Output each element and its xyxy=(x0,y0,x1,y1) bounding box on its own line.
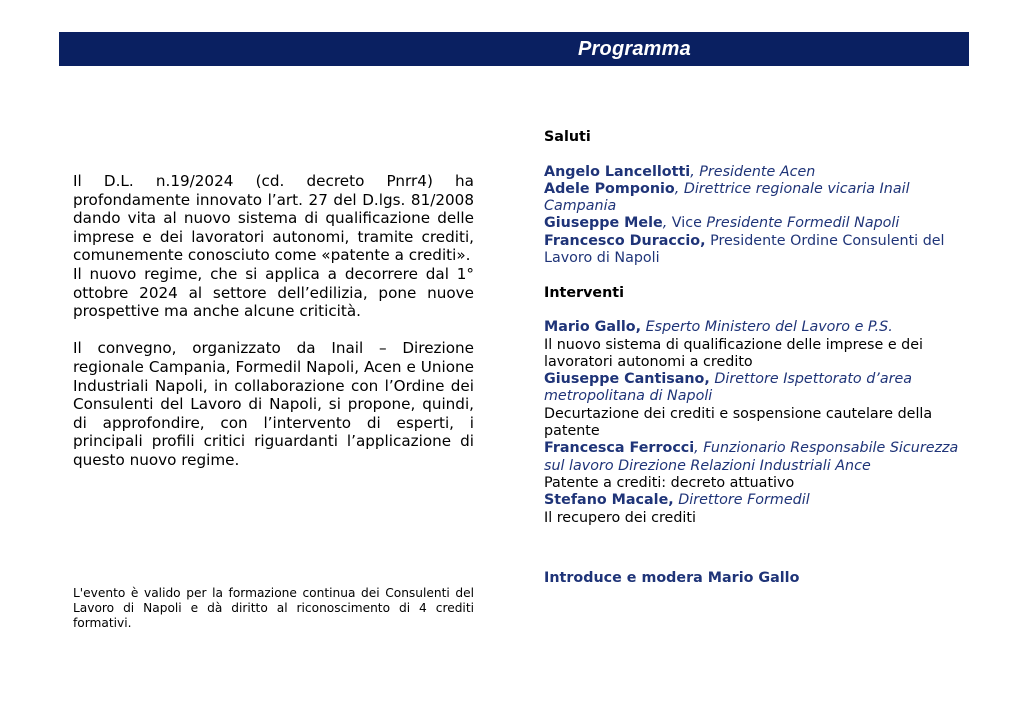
intro-paragraph-1: Il D.L. n.19/2024 (cd. decreto Pnrr4) ha profondamente innovato l’art. 27 del D.lgs. 81/2008 dando vita al nuovo sistema di qualificazione delle imprese e dei lavoratori autonomi, tramite crediti, comunemente conosciuto come «patente a crediti». xyxy=(73,172,474,265)
intro-paragraph-2: Il nuovo regime, che si applica a decorrere dal 1° ottobre 2024 al settore dell’edilizia, pone nuove prospettive ma anche alcune criticità. xyxy=(73,264,474,321)
interventi-heading: Interventi xyxy=(544,284,625,301)
speaker-name: Angelo Lancellotti xyxy=(544,163,691,180)
saluti-item: Adele Pomponio, Direttrice regionale vicaria Inail Campania xyxy=(544,180,910,215)
talk-topic: Il recupero dei crediti xyxy=(544,509,696,526)
speaker-role: Direttrice regionale vicaria Inail Campania xyxy=(544,180,910,215)
speaker-name: Adele Pomponio xyxy=(544,180,675,197)
saluti-item: Angelo Lancellotti, Presidente Acen xyxy=(544,163,816,180)
saluti-item: Giuseppe Mele, Vice Presidente Formedil Napoli xyxy=(544,215,900,232)
speaker-name: Mario Gallo, xyxy=(544,319,642,336)
speaker-role: Direttore Formedil xyxy=(678,492,810,509)
interventi-item xyxy=(544,319,974,371)
speaker-name: Francesco Duraccio, xyxy=(544,232,706,249)
speaker-role: Presidente Acen xyxy=(699,163,816,180)
speaker-role: Presidente Formedil Napoli xyxy=(706,215,900,232)
talk-topic: Decurtazione dei crediti e sospensione cautelare della patente xyxy=(544,405,933,440)
interventi-item: Francesca Ferrocci, Funzionario Responsabile Sicurezza sul lavoro Direzione Relazioni Industriali Ance Patente a crediti: decreto attuativo xyxy=(544,440,974,492)
intro-text xyxy=(73,172,474,470)
moderator-line: Introduce e modera Mario Gallo xyxy=(544,570,800,586)
saluti-item xyxy=(544,233,974,268)
speaker-name: Stefano Macale, xyxy=(544,492,674,509)
page-title: Programma xyxy=(578,38,691,60)
speaker-role: Esperto Ministero del Lavoro e P.S. xyxy=(645,319,893,336)
interventi-item xyxy=(544,492,974,527)
speaker-role: Direttore Ispettorato d’area metropolitana di Napoli xyxy=(544,371,913,405)
intro-paragraph-3: Il convegno, organizzato da Inail – Direzione regionale Campania, Formedil Napoli, Acen e Unione Industriali Napoli, in collaborazione con l’Ordine dei Consulenti del Lavoro di Napoli, si propone, quindi, di approfondire, con l’intervento di esperti, i principali profili critici riguardanti l’applicazione di questo nuovo regime. xyxy=(73,339,474,469)
talk-topic: Patente a crediti: decreto attuativo xyxy=(544,474,795,491)
program-list xyxy=(544,129,974,527)
talk-topic: Il nuovo sistema di qualificazione delle imprese e dei lavoratori autonomi a credito xyxy=(544,336,924,370)
interventi-item xyxy=(544,371,974,440)
speaker-name: Francesca Ferrocci xyxy=(544,440,695,457)
speaker-role: Funzionario Responsabile Sicurezza sul lavoro Direzione Relazioni Industriali Ance xyxy=(544,440,959,474)
speaker-role: Presidente Ordine Consulenti del Lavoro di Napoli xyxy=(544,232,945,267)
speaker-name: Giuseppe Mele xyxy=(544,215,663,232)
credits-footnote: L'evento è valido per la formazione continua dei Consulenti del Lavoro di Napoli e dà diritto al riconoscimento di 4 crediti formativi. xyxy=(73,586,474,630)
speaker-name: Giuseppe Cantisano, xyxy=(544,371,710,388)
saluti-heading: Saluti xyxy=(544,129,591,145)
header-bar xyxy=(59,32,969,66)
